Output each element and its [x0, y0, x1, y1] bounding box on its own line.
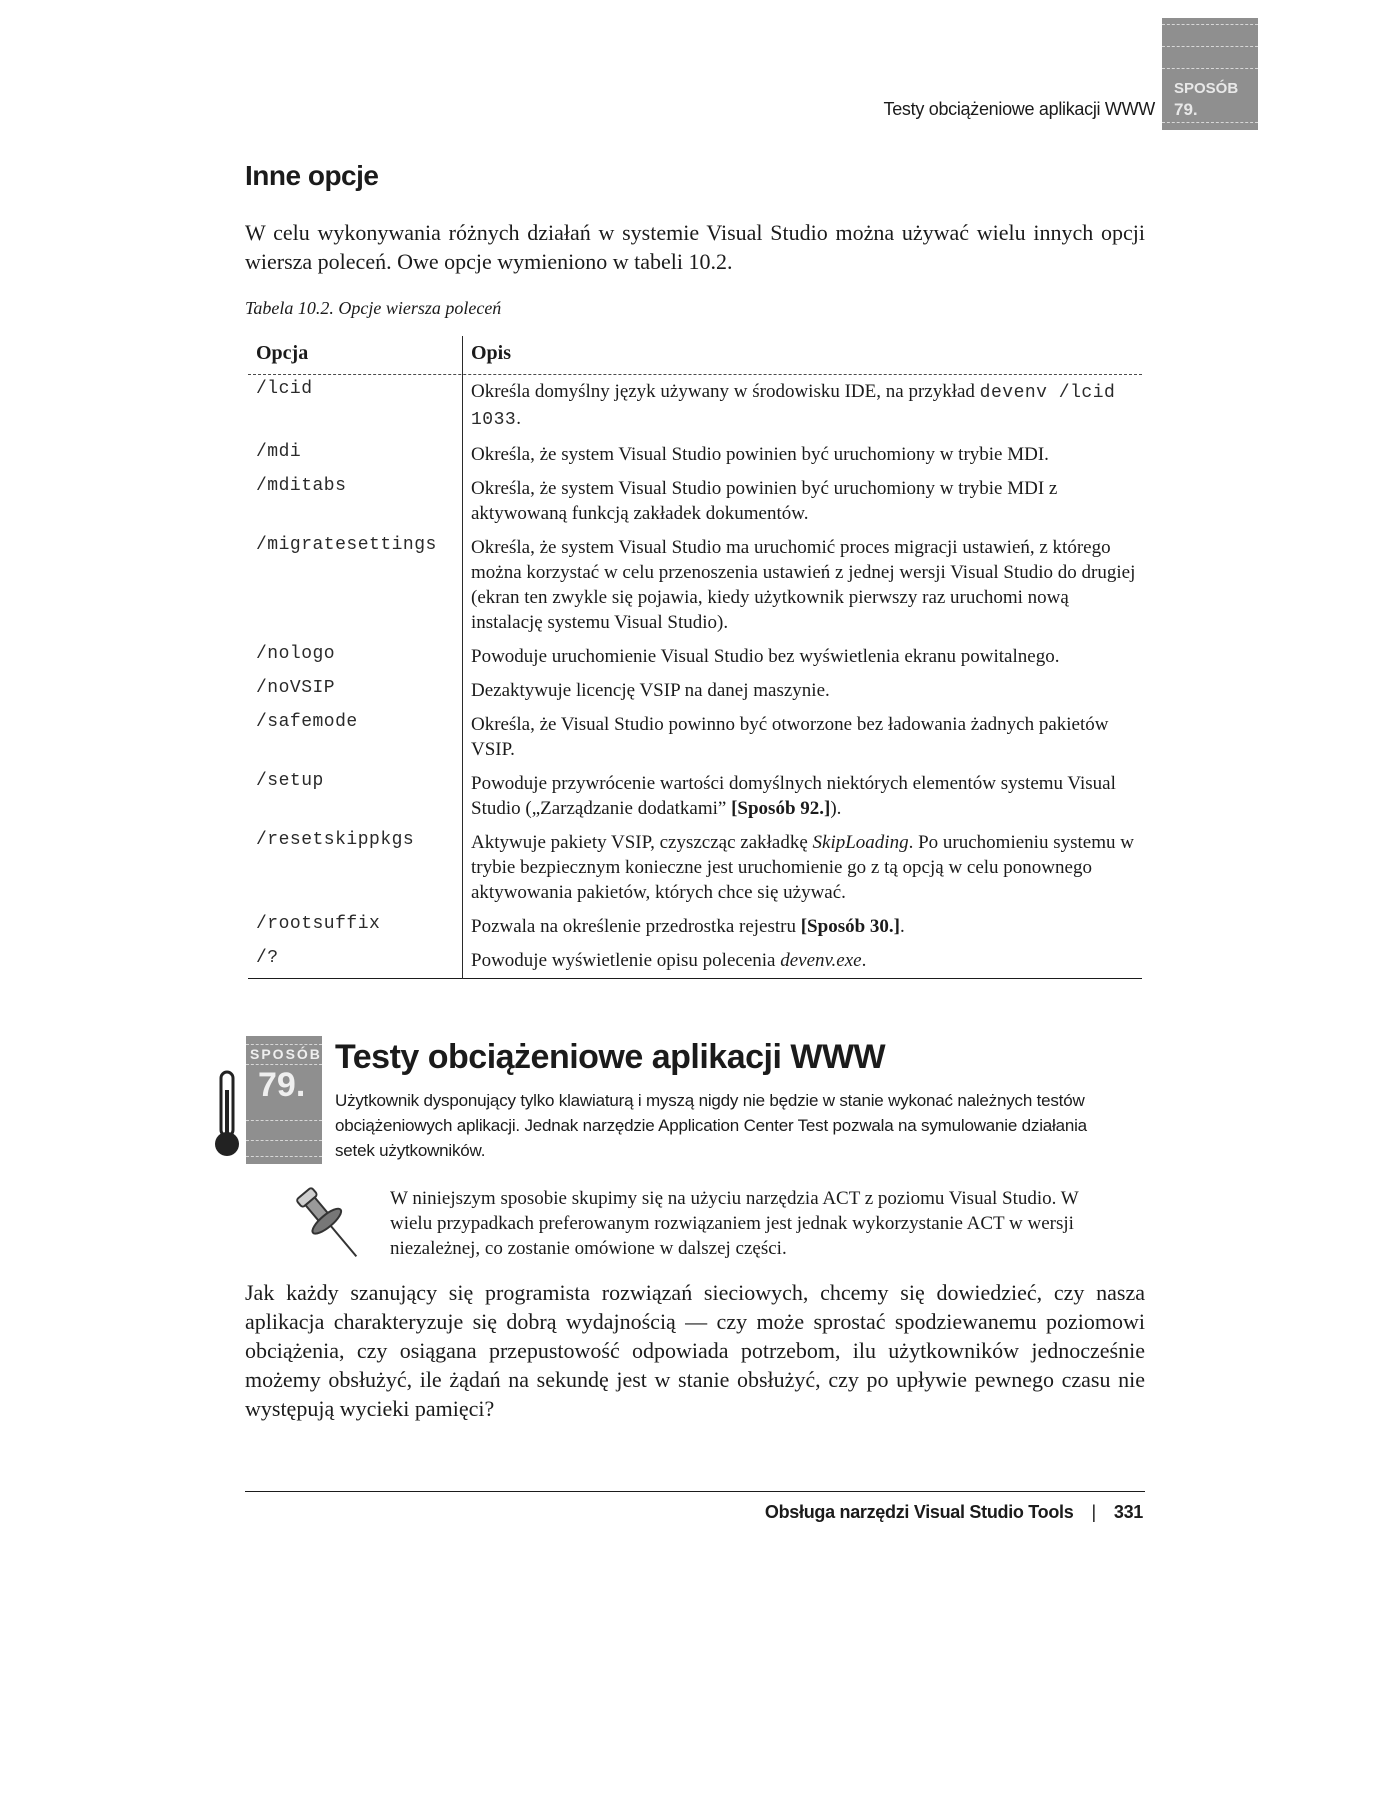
italic-term: devenv.exe	[780, 950, 862, 971]
option-name: /migratesettings	[256, 535, 437, 555]
pushpin-icon	[290, 1180, 370, 1270]
option-description	[471, 910, 1142, 944]
intro-paragraph: W celu wykonywania różnych działań w systemie Visual Studio można używać wielu innych opcji wiersza poleceń. Owe opcje wymieniono w tabeli 10.2.	[245, 220, 1145, 274]
description-text: Określa domyślny język używany w środowisku IDE, na przykład	[471, 381, 975, 402]
table-caption: Tabela 10.2. Opcje wiersza poleceń	[245, 298, 502, 318]
table-row	[248, 767, 1142, 826]
cross-reference: [Sposób 92.]	[731, 798, 831, 819]
option-name: /noVSIP	[256, 678, 336, 698]
table-row	[248, 438, 1142, 472]
hack-badge	[246, 1036, 322, 1164]
cross-reference: [Sposób 30.]	[800, 916, 900, 937]
description-text: Pozwala na określenie przedrostka rejestru	[471, 916, 796, 937]
description-text: Określa, że system Visual Studio powinien być uruchomiony w trybie MDI z aktywowaną funkcją zakładek dokumentów.	[471, 478, 1058, 524]
description-text: Powoduje uruchomienie Visual Studio bez wyświetlenia ekranu powitalnego.	[471, 646, 1060, 667]
table-row	[248, 375, 1142, 438]
option-description	[471, 375, 1142, 438]
option-description	[471, 944, 1142, 978]
hack-title: Testy obciążeniowe aplikacji WWW	[335, 1038, 886, 1076]
chapter-tab-number: 79.	[1174, 100, 1198, 119]
italic-term: SkipLoading	[812, 832, 909, 853]
footer-rule	[245, 1491, 1145, 1492]
chapter-tab	[1162, 18, 1258, 130]
option-name: /safemode	[256, 712, 358, 732]
description-text: Powoduje przywrócenie wartości domyślnych niektórych elementów systemu Visual Studio („Zarządzanie dodatkami”	[471, 773, 1116, 819]
inline-code: devenv /lcid 1033	[471, 383, 1116, 430]
table-row	[248, 910, 1142, 944]
page-footer	[765, 1502, 1143, 1523]
option-name: /resetskippkgs	[256, 830, 415, 850]
description-text: Powoduje wyświetlenie opisu polecenia	[471, 950, 776, 971]
section-title: Inne opcje	[245, 160, 379, 191]
header-description: Opis	[471, 342, 512, 364]
description-text: Określa, że system Visual Studio powinien być uruchomiony w trybie MDI.	[471, 444, 1049, 465]
hack-badge-number: 79.	[258, 1066, 306, 1104]
description-text: .	[516, 408, 521, 429]
option-description	[471, 531, 1142, 640]
hack-badge-label: SPOSÓB	[250, 1046, 322, 1062]
table-row	[248, 708, 1142, 767]
option-name: /rootsuffix	[256, 914, 381, 934]
table-row	[248, 531, 1142, 640]
description-text: .	[861, 950, 867, 971]
description-text: Określa, że Visual Studio powinno być otworzone bez ładowania żadnych pakietów VSIP.	[471, 714, 1109, 760]
table-row	[248, 674, 1142, 708]
body-paragraph: Jak każdy szanujący się programista rozwiązań sieciowych, chcemy się dowiedzieć, czy nasza aplikacja charakteryzuje się dobrą wydajnością — czy może sprostać spodziewanemu poziomowi obciążenia, czy osiągana przepustowość odpowiada potrzebom, ilu użytkowników jednocześnie możemy obsłużyć, ile żądań na sekundę jest w stanie obsłużyć, czy po upływie pewnego czasu nie występują wycieki pamięci?	[245, 1280, 1145, 1421]
page-number: 331	[1113, 1502, 1143, 1522]
hack-subtitle: Użytkownik dysponujący tylko klawiaturą i myszą nigdy nie będzie w stanie wykonać należnych testów obciążeniowych aplikacji. Jednak narzędzie Application Center Test pozwala na symulowanie działania setek użytkowników.	[335, 1091, 1087, 1160]
running-header: Testy obciążeniowe aplikacji WWW	[883, 99, 1155, 119]
option-description	[471, 826, 1142, 910]
table-row	[248, 640, 1142, 674]
table-row	[248, 472, 1142, 531]
option-name: /lcid	[256, 379, 313, 399]
footer-separator: |	[1091, 1502, 1096, 1522]
description-text: Określa, że system Visual Studio ma uruchomić proces migracji ustawień, z którego można korzystać w celu przenoszenia ustawień z jednej wersji Visual Studio do drugiej (ekran ten zwykle się pojawia, kiedy użytkownik pierwszy raz uruchomi nową instalację systemu Visual Studio).	[471, 537, 1136, 633]
option-description	[471, 674, 1142, 708]
table-bottom-rule	[248, 978, 1142, 979]
option-name: /mditabs	[256, 476, 347, 496]
description-text: Aktywuje pakiety VSIP, czyszcząc zakładkę	[471, 832, 808, 853]
description-text: .	[899, 916, 905, 937]
footer-chapter: Obsługa narzędzi Visual Studio Tools	[764, 1502, 1074, 1522]
option-description	[471, 472, 1142, 531]
table-row	[248, 826, 1142, 910]
option-name: /nologo	[256, 644, 336, 664]
header-option: Opcja	[256, 342, 309, 364]
option-description	[471, 708, 1142, 767]
option-description	[471, 767, 1142, 826]
table-row	[248, 944, 1142, 978]
option-description	[471, 438, 1142, 472]
description-text: . Po uruchomieniu systemu w trybie bezpiecznym konieczne jest uruchomienie go z tą opcją w celu ponownego aktywowania pakietów, których chce się używać.	[471, 832, 1134, 903]
option-name: /?	[256, 948, 279, 968]
option-description	[471, 640, 1142, 674]
chapter-tab-label: SPOSÓB	[1174, 80, 1239, 97]
table-header	[248, 336, 1142, 375]
option-name: /mdi	[256, 442, 302, 462]
thermometer-icon	[212, 1070, 242, 1160]
description-text: Dezaktywuje licencję VSIP na danej maszynie.	[471, 680, 830, 701]
option-name: /setup	[256, 771, 324, 791]
options-table	[248, 336, 1142, 979]
description-text: ).	[830, 798, 842, 819]
note-text: W niniejszym sposobie skupimy się na użyciu narzędzia ACT z poziomu Visual Studio. W wielu przypadkach preferowanym rozwiązaniem jest jednak wykorzystanie ACT w wersji niezależnej, co zostanie omówione w dalszej części.	[390, 1188, 1079, 1259]
